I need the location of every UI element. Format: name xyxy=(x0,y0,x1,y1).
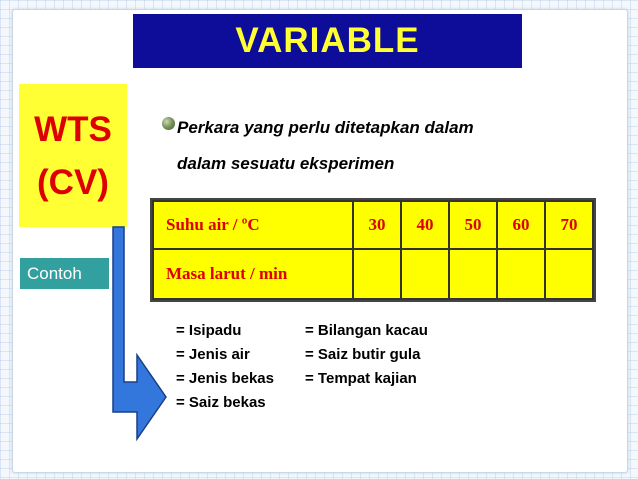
table-cell: 60 xyxy=(497,201,545,249)
list-item: = Jenis bekas xyxy=(176,370,274,387)
wts-label: WTS xyxy=(34,109,112,149)
wts-cv-box xyxy=(19,84,127,227)
table-row xyxy=(153,201,593,249)
bullet-text xyxy=(177,110,474,182)
table-cell xyxy=(497,249,545,299)
slide-title-banner xyxy=(133,14,522,68)
examples-list xyxy=(176,322,428,418)
row-label-masa: Masa larut / min xyxy=(153,249,353,299)
sphere-bullet-icon xyxy=(162,117,175,130)
contoh-label-box xyxy=(20,258,109,289)
list-item: = Saiz butir gula xyxy=(305,346,421,363)
slide-title: VARIABLE xyxy=(235,21,420,60)
table-cell xyxy=(449,249,497,299)
table-cell xyxy=(353,249,401,299)
table-cell: 40 xyxy=(401,201,449,249)
table-cell: 30 xyxy=(353,201,401,249)
table-row xyxy=(153,249,593,299)
list-item: = Tempat kajian xyxy=(305,370,417,387)
bullet-text-line1: Perkara yang perlu ditetapkan dalam xyxy=(177,118,474,137)
examples-left-column xyxy=(176,322,293,418)
list-item: = Isipadu xyxy=(176,322,242,339)
table-cell: 50 xyxy=(449,201,497,249)
cv-label: (CV) xyxy=(37,162,109,202)
examples-right-column xyxy=(305,322,428,418)
row-label-suhu: Suhu air / ºC xyxy=(153,201,353,249)
table-cell xyxy=(401,249,449,299)
list-item: = Saiz bekas xyxy=(176,394,266,411)
bullet-text-line2: dalam sesuatu eksperimen xyxy=(177,154,395,173)
list-item: = Jenis air xyxy=(176,346,250,363)
table-cell xyxy=(545,249,593,299)
contoh-label: Contoh xyxy=(27,263,82,283)
table-cell: 70 xyxy=(545,201,593,249)
data-table xyxy=(152,200,594,300)
list-item: = Bilangan kacau xyxy=(305,322,428,339)
